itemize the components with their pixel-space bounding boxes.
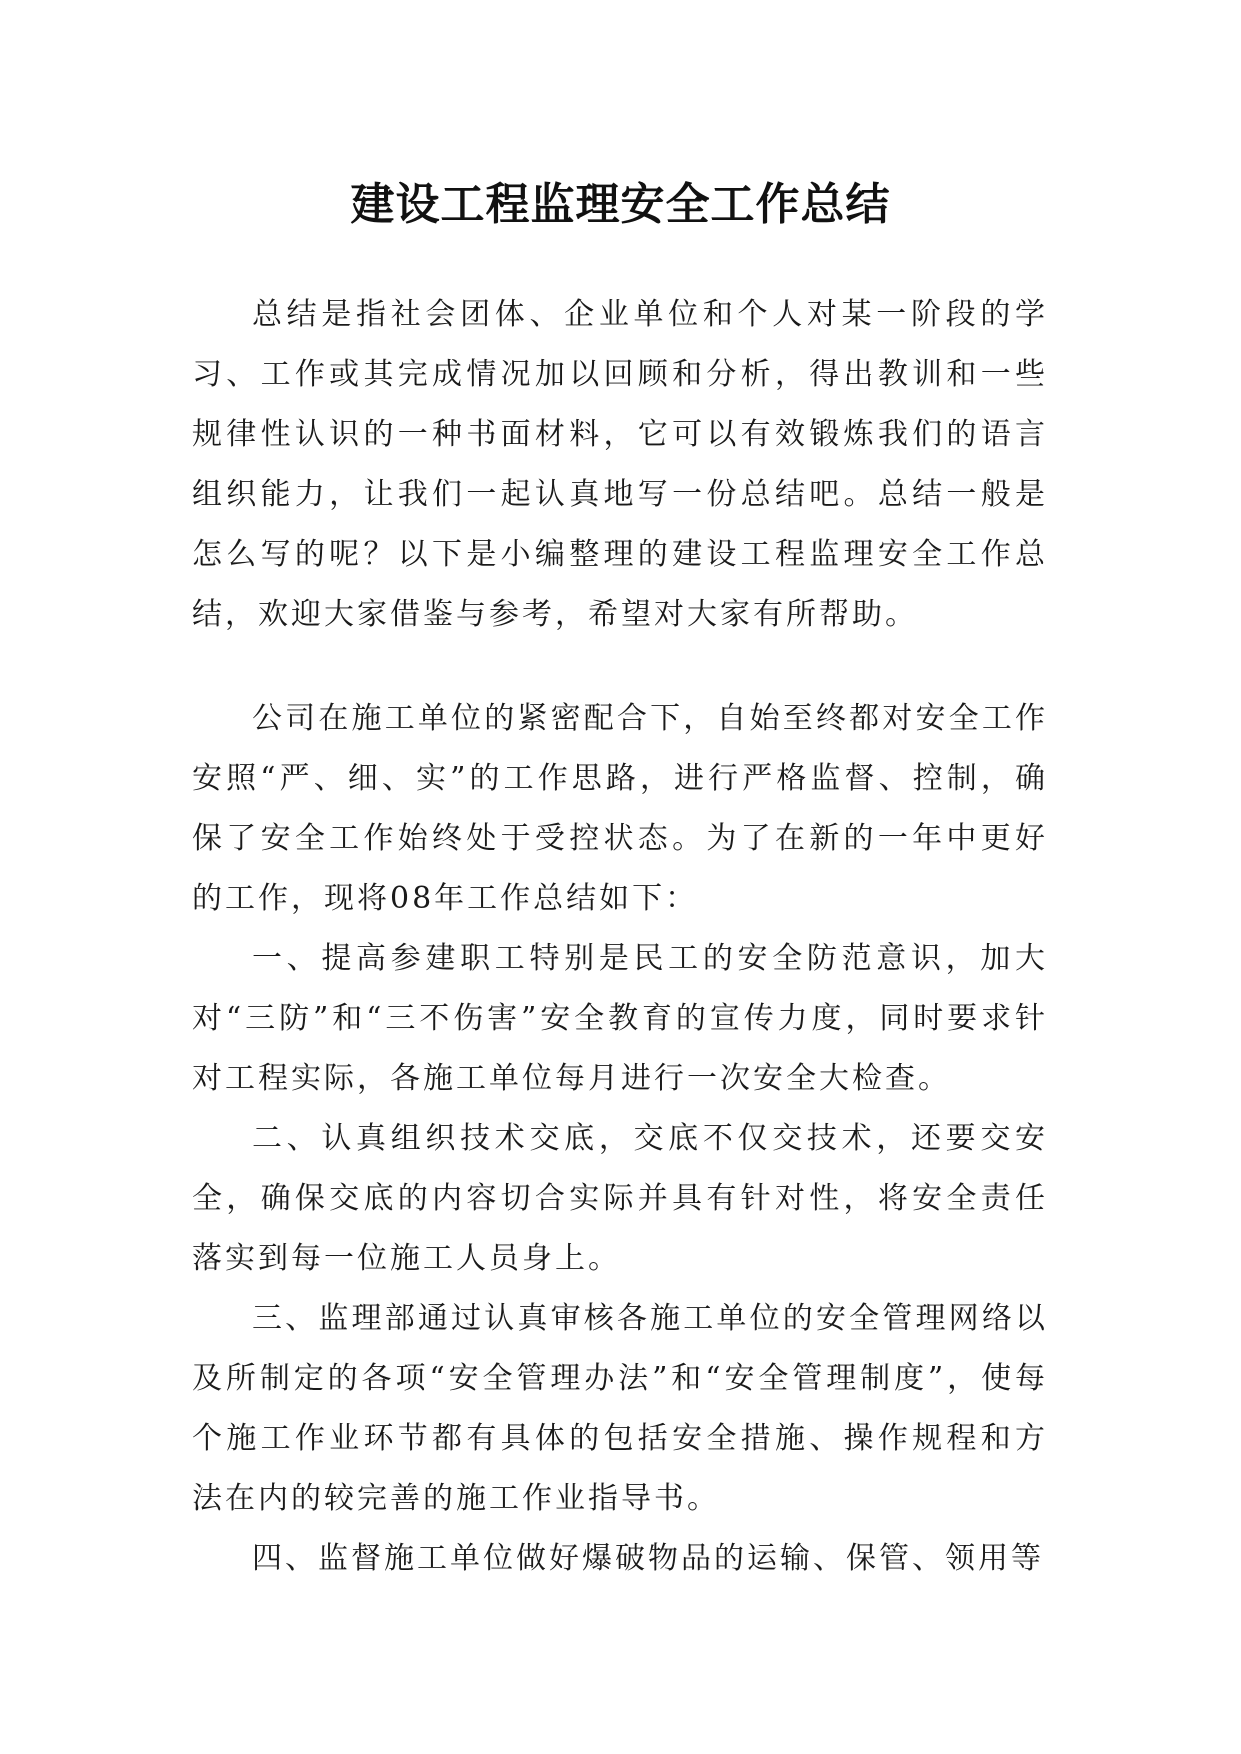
body-paragraph: 公司在施工单位的紧密配合下，自始至终都对安全工作安照“严、细、实”的工作思路，进行严格监督、控制，确保了安全工作始终处于受控状态。为了在新的一年中更好的工作，现将08年工作总结如下： <box>192 701 1048 916</box>
intro-block <box>192 285 1048 645</box>
body-block <box>192 689 1048 1589</box>
body-paragraph: 四、监督施工单位做好爆破物品的运输、保管、领用等 <box>252 1541 1044 1576</box>
intro-paragraph: 总结是指社会团体、企业单位和个人对某一阶段的学习、工作或其完成情况加以回顾和分析，得出教训和一些规律性认识的一种书面材料，它可以有效锻炼我们的语言组织能力，让我们一起认真地写一份总结吧。总结一般是怎么写的呢？以下是小编整理的建设工程监理安全工作总结，欢迎大家借鉴与参考，希望对大家有所帮助。 <box>192 297 1048 632</box>
body-paragraph: 三、监理部通过认真审核各施工单位的安全管理网络以及所制定的各项“安全管理办法”和“安全管理制度”，使每个施工作业环节都有具体的包括安全措施、操作规程和方法在内的较完善的施工作业指导书。 <box>192 1301 1048 1516</box>
page-title: 建设工程监理安全工作总结 <box>350 179 891 231</box>
body-paragraph: 二、认真组织技术交底，交底不仅交技术，还要交安全，确保交底的内容切合实际并具有针对性，将安全责任落实到每一位施工人员身上。 <box>192 1121 1048 1276</box>
body-paragraph: 一、提高参建职工特别是民工的安全防范意识，加大对“三防”和“三不伤害”安全教育的宣传力度，同时要求针对工程实际，各施工单位每月进行一次安全大检查。 <box>192 941 1048 1096</box>
